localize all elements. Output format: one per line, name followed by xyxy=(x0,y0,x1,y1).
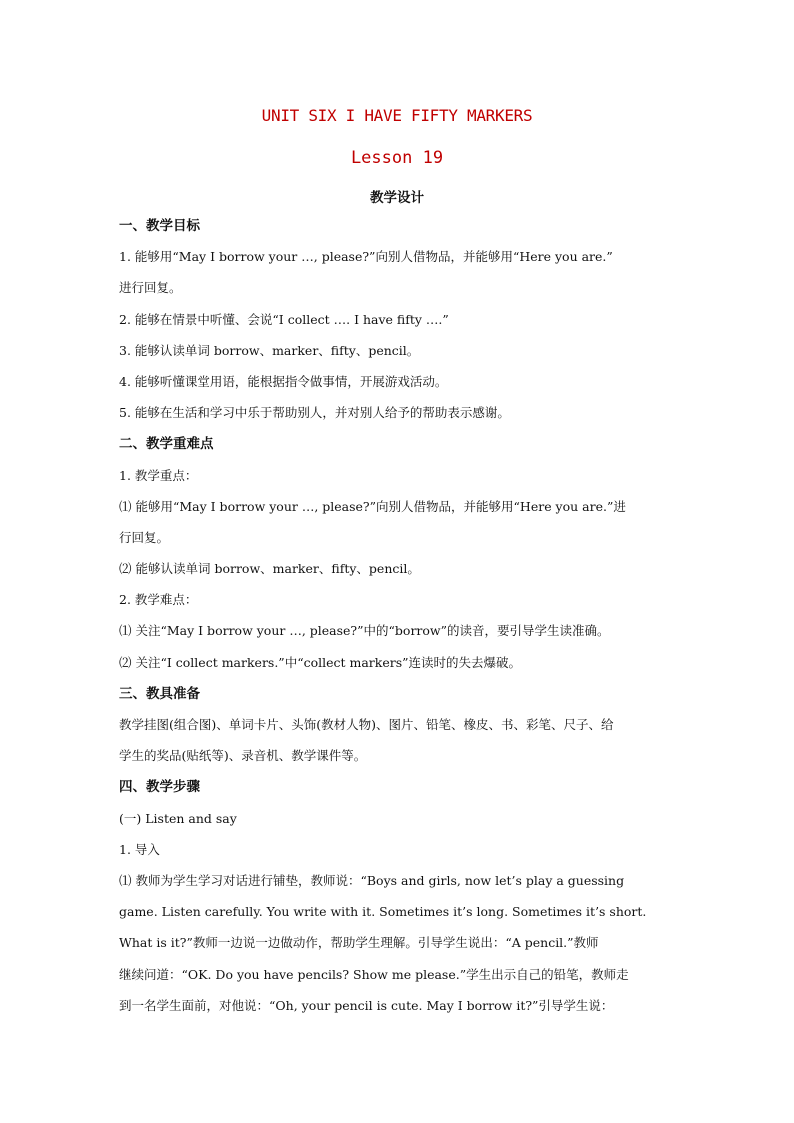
objective-3: 3. 能够认读单词 borrow、marker、fifty、pencil。 xyxy=(119,342,420,358)
intro-para-line-4: 继续问道：“OK. Do you have pencils? Show me please.”学生出示自己的铅笔，教师走 xyxy=(119,966,629,982)
difficulties-label: 2. 教学难点： xyxy=(119,592,198,608)
heading-objectives: 一、教学目标 xyxy=(119,218,200,234)
materials-line-2: 学生的奖品(贴纸等)、录音机、教学课件等。 xyxy=(119,748,367,764)
heading-steps: 四、教学步骤 xyxy=(119,779,200,796)
difficulty-1: ⑴ 关注“May I borrow your …, please?”中的“borrow”的读音，要引导学生读准确。 xyxy=(119,623,610,639)
heading-materials: 三、教具准备 xyxy=(119,685,200,702)
key-point-1-cont: 行回复。 xyxy=(119,529,170,545)
section-label: 教学设计 xyxy=(370,190,424,206)
difficulty-2: ⑵ 关注“I collect markers.”中“collect markers”连读时的失去爆破。 xyxy=(119,654,522,670)
step-listen-and-say: (一) Listen and say xyxy=(119,810,237,826)
intro-para-line-5: 到一名学生面前，对他说：“Oh, your pencil is cute. May I borrow it?”引导学生说： xyxy=(119,997,614,1013)
key-points-label: 1. 教学重点： xyxy=(119,467,198,483)
intro-para-line-2: game. Listen carefully. You write with it. Sometimes it’s long. Sometimes it’s short. xyxy=(119,904,647,920)
key-point-2: ⑵ 能够认读单词 borrow、marker、fifty、pencil。 xyxy=(119,561,420,577)
unit-title: UNIT SIX I HAVE FIFTY MARKERS xyxy=(261,106,533,125)
document-body xyxy=(119,218,689,1029)
step-intro: 1. 导入 xyxy=(119,841,160,857)
materials-line-1: 教学挂图(组合图)、单词卡片、头饰(教材人物)、图片、铅笔、橡皮、书、彩笔、尺子、给 xyxy=(119,717,614,732)
intro-para-line-3: What is it?”教师一边说一边做动作，帮助学生理解。引导学生说出：“A pencil.”教师 xyxy=(119,935,599,951)
objective-1-cont: 进行回复。 xyxy=(119,280,182,296)
lesson-subtitle: Lesson 19 xyxy=(350,148,444,168)
intro-para-line-1: ⑴ 教师为学生学习对话进行铺垫，教师说：“Boys and girls, now let’s play a guessing xyxy=(119,872,625,888)
objective-5: 5. 能够在生活和学习中乐于帮助别人，并对别人给予的帮助表示感谢。 xyxy=(119,405,510,421)
heading-key-points: 二、教学重难点 xyxy=(119,436,214,453)
objective-1: 1. 能够用“May I borrow your …, please?”向别人借物品，并能够用“Here you are.” xyxy=(119,249,613,265)
objective-2: 2. 能够在情景中听懂、会说“I collect …. I have fifty ….” xyxy=(119,311,449,327)
objective-4: 4. 能够听懂课堂用语，能根据指令做事情，开展游戏活动。 xyxy=(119,373,448,389)
key-point-1: ⑴ 能够用“May I borrow your …, please?”向别人借物品，并能够用“Here you are.”进 xyxy=(119,498,626,514)
